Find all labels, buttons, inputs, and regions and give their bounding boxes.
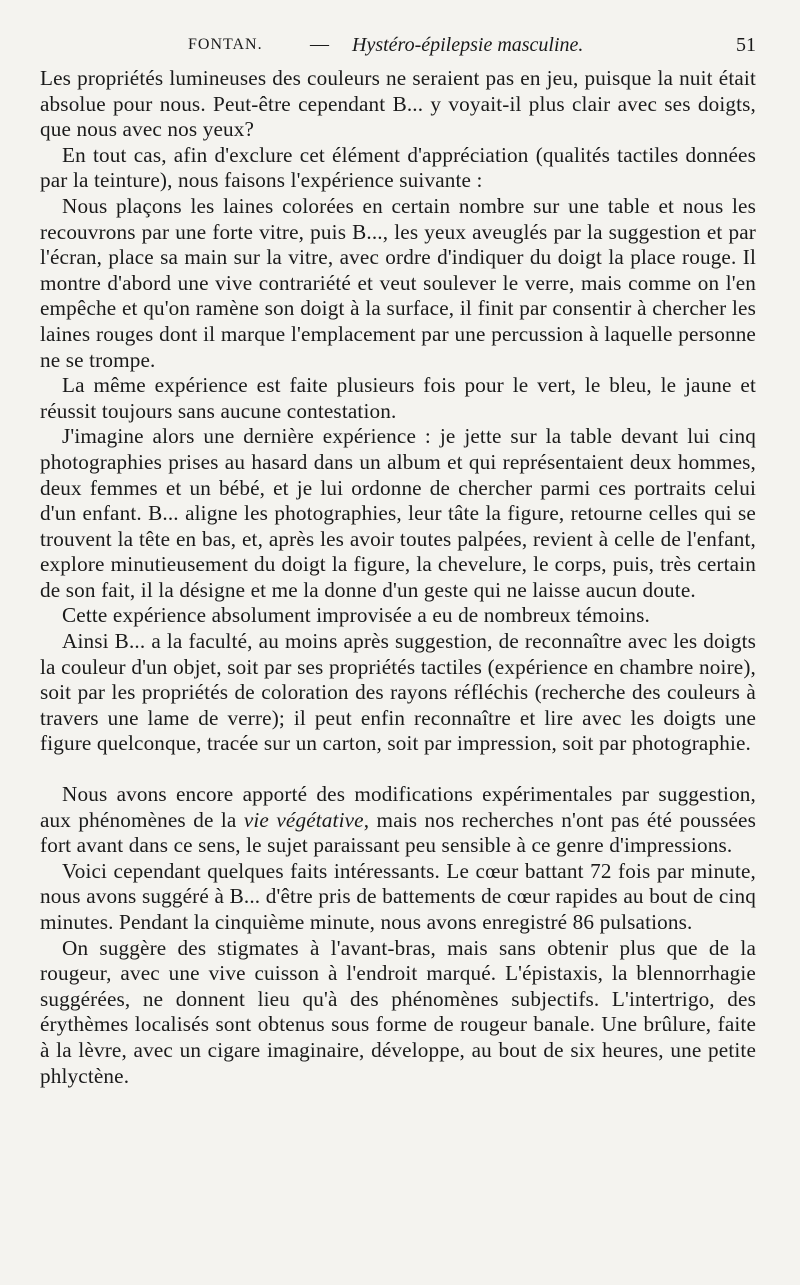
paragraph-7: Ainsi B... a la faculté, au moins après suggestion, de reconnaître avec les doigts la couleur d'un objet, soit par ses propriétés tactiles (expérience en chambre noire), soit par les propriétés de coloration des rayons réfléchis (recherche des couleurs à travers une lame de verre); il peut enfin reconnaître et lire avec les doigts une figure quelconque, tracée sur un carton, soit par impression, soit par photographie. (40, 629, 756, 756)
paragraph-10: On suggère des stigmates à l'avant-bras, mais sans obtenir plus que de la rougeur, avec une vive cuisson à l'endroit marqué. L'épistaxis, la blennorrhagie suggérées, ne donnent lieu qu'à des phénomènes subjectifs. L'intertrigo, des érythèmes localisés sont obtenus sous forme de rougeur banale. Une brûlure, faite à la lèvre, avec un cigare imaginaire, développe, au bout de six heures, une petite phlyctène. (40, 935, 756, 1088)
header-dash: — (310, 34, 329, 55)
paragraph-2: En tout cas, afin d'exclure cet élément d'appréciation (qualités tactiles données par la teinture), nous faisons l'expérience suivante : (40, 142, 756, 193)
paragraph-1: Les propriétés lumineuses des couleurs ne seraient pas en jeu, puisque la nuit était absolue pour nous. Peut-être cependant B... y voyait-il plus clair avec ses doigts, que nous avec nos yeux? (40, 66, 756, 142)
header-title: Hystéro-épilepsie masculine. (352, 34, 584, 56)
paragraph-9: Voici cependant quelques faits intéressants. Le cœur battant 72 fois par minute, nous avons suggéré à B... d'être pris de battements de cœur rapides au bout de cinq minutes. Pendant la cinquième minute, nous avons enregistré 86 pulsations. (40, 858, 756, 934)
italic-term: vie végétative (243, 807, 364, 832)
paragraph-5: J'imagine alors une dernière expérience : je jette sur la table devant lui cinq photographies prises au hasard dans un album et qui représentaient deux hommes, deux femmes et un bébé, et je lui ordonne de chercher parmi ces portraits celui d'un enfant. B... aligne les photographies, leur tâte la figure, retourne celles qui se trouvent la tête en bas, et, après les avoir toutes palpées, revient à celle de l'enfant, explore minutieusement du doigt la figure, la chevelure, le corps, puis, très certain de son fait, il la désigne et me la donne d'un geste qui ne laisse aucun doute. (40, 424, 756, 602)
paragraph-4: La même expérience est faite plusieurs fois pour le vert, le bleu, le jaune et réussit toujours sans aucune contestation. (40, 373, 756, 423)
paragraph-6: Cette expérience absolument improvisée a eu de nombreux témoins. (62, 603, 650, 628)
running-header (40, 34, 756, 60)
paragraph-3: Nous plaçons les laines colorées en certain nombre sur une table et nous les recouvrons par une forte vitre, puis B..., les yeux aveuglés par la suggestion et par l'écran, place sa main sur la vitre, avec ordre d'indiquer du doigt la place rouge. Il montre d'abord une vive contrariété et veut soulever le verre, mais comme on l'en empêche et qu'on ramène son doigt à la surface, il finit par consentir à chercher les laines rouges dont il marque l'emplacement par une percussion à laquelle personne ne se trompe. (40, 193, 756, 372)
page-number: 51 (736, 34, 756, 56)
body-text (40, 66, 756, 1089)
paragraph-8: Nous avons encore apporté des modifications expérimentales par suggestion, aux phénomènes de la vie végétative, mais nos recherches n'ont pas été poussées fort avant dans ce sens, le sujet paraissant peu sensible à ce genre d'impressions. (40, 782, 756, 858)
header-author: FONTAN. (188, 36, 263, 53)
